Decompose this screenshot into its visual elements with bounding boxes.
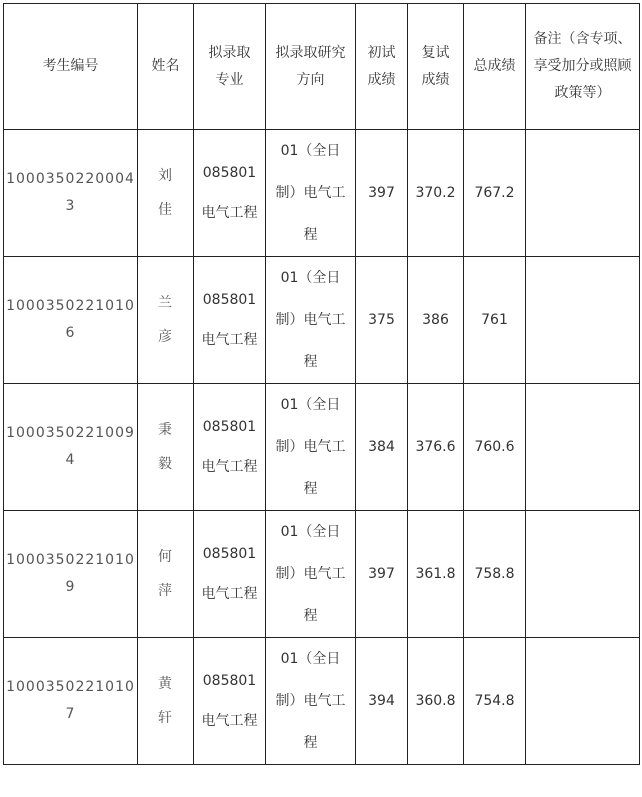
major: 085801 电气工程 <box>201 292 258 348</box>
name-cell <box>138 511 194 638</box>
table-row <box>4 384 640 511</box>
candidate-name: 黄 轩 <box>158 676 173 726</box>
candidate-name: 刘 佳 <box>158 168 173 218</box>
admission-table <box>3 3 640 765</box>
major: 085801 电气工程 <box>201 546 258 602</box>
major: 085801 电气工程 <box>201 165 258 221</box>
note-cell <box>526 638 640 765</box>
retest-score-cell: 376.6 <box>408 384 464 511</box>
note-cell <box>526 511 640 638</box>
retest-score-cell: 361.8 <box>408 511 464 638</box>
direction: 01（全日制）电气工程 <box>275 270 346 370</box>
header-retest-score: 复试成绩 <box>408 4 464 130</box>
total-score-cell: 758.8 <box>464 511 526 638</box>
header-major: 拟录取专业 <box>194 4 266 130</box>
direction-cell <box>266 384 356 511</box>
direction: 01（全日制）电气工程 <box>275 143 346 243</box>
header-direction: 拟录取研究方向 <box>266 4 356 130</box>
direction-cell <box>266 511 356 638</box>
exam-id-cell <box>4 511 138 638</box>
candidate-name: 何 萍 <box>158 549 173 599</box>
direction-cell <box>266 638 356 765</box>
exam-id: 1000350221009 4 <box>6 425 135 468</box>
exam-id-cell <box>4 384 138 511</box>
name-cell <box>138 384 194 511</box>
major-cell <box>194 384 266 511</box>
initial-score-cell: 397 <box>356 130 408 257</box>
major-cell <box>194 130 266 257</box>
initial-score-cell: 397 <box>356 511 408 638</box>
initial-score-cell: 394 <box>356 638 408 765</box>
table-row <box>4 130 640 257</box>
header-initial-score: 初试成绩 <box>356 4 408 130</box>
note-cell <box>526 130 640 257</box>
major-cell <box>194 638 266 765</box>
retest-score-cell: 370.2 <box>408 130 464 257</box>
name-cell <box>138 257 194 384</box>
total-score-cell: 760.6 <box>464 384 526 511</box>
exam-id: 1000350221010 7 <box>6 679 135 722</box>
exam-id-cell <box>4 638 138 765</box>
exam-id: 1000350221010 9 <box>6 552 135 595</box>
direction: 01（全日制）电气工程 <box>275 651 346 751</box>
total-score-cell: 761 <box>464 257 526 384</box>
initial-score-cell: 375 <box>356 257 408 384</box>
candidate-name: 秉 毅 <box>158 422 173 472</box>
direction: 01（全日制）电气工程 <box>275 397 346 497</box>
exam-id-cell <box>4 257 138 384</box>
initial-score-cell: 384 <box>356 384 408 511</box>
direction: 01（全日制）电气工程 <box>275 524 346 624</box>
header-total-score: 总成绩 <box>464 4 526 130</box>
exam-id-cell <box>4 130 138 257</box>
major-cell <box>194 511 266 638</box>
total-score-cell: 767.2 <box>464 130 526 257</box>
major-cell <box>194 257 266 384</box>
table-row <box>4 257 640 384</box>
table-row <box>4 511 640 638</box>
header-note: 备注（含专项、享受加分或照顾政策等） <box>526 4 640 130</box>
exam-id: 1000350220004 3 <box>6 171 135 214</box>
header-exam-id: 考生编号 <box>4 4 138 130</box>
direction-cell <box>266 130 356 257</box>
header-row <box>4 4 640 130</box>
table-row <box>4 638 640 765</box>
note-cell <box>526 384 640 511</box>
major: 085801 电气工程 <box>201 673 258 729</box>
major: 085801 电气工程 <box>201 419 258 475</box>
exam-id: 1000350221010 6 <box>6 298 135 341</box>
retest-score-cell: 360.8 <box>408 638 464 765</box>
total-score-cell: 754.8 <box>464 638 526 765</box>
note-cell <box>526 257 640 384</box>
candidate-name: 兰 彦 <box>158 295 173 345</box>
header-name: 姓名 <box>138 4 194 130</box>
retest-score-cell: 386 <box>408 257 464 384</box>
direction-cell <box>266 257 356 384</box>
name-cell <box>138 130 194 257</box>
name-cell <box>138 638 194 765</box>
